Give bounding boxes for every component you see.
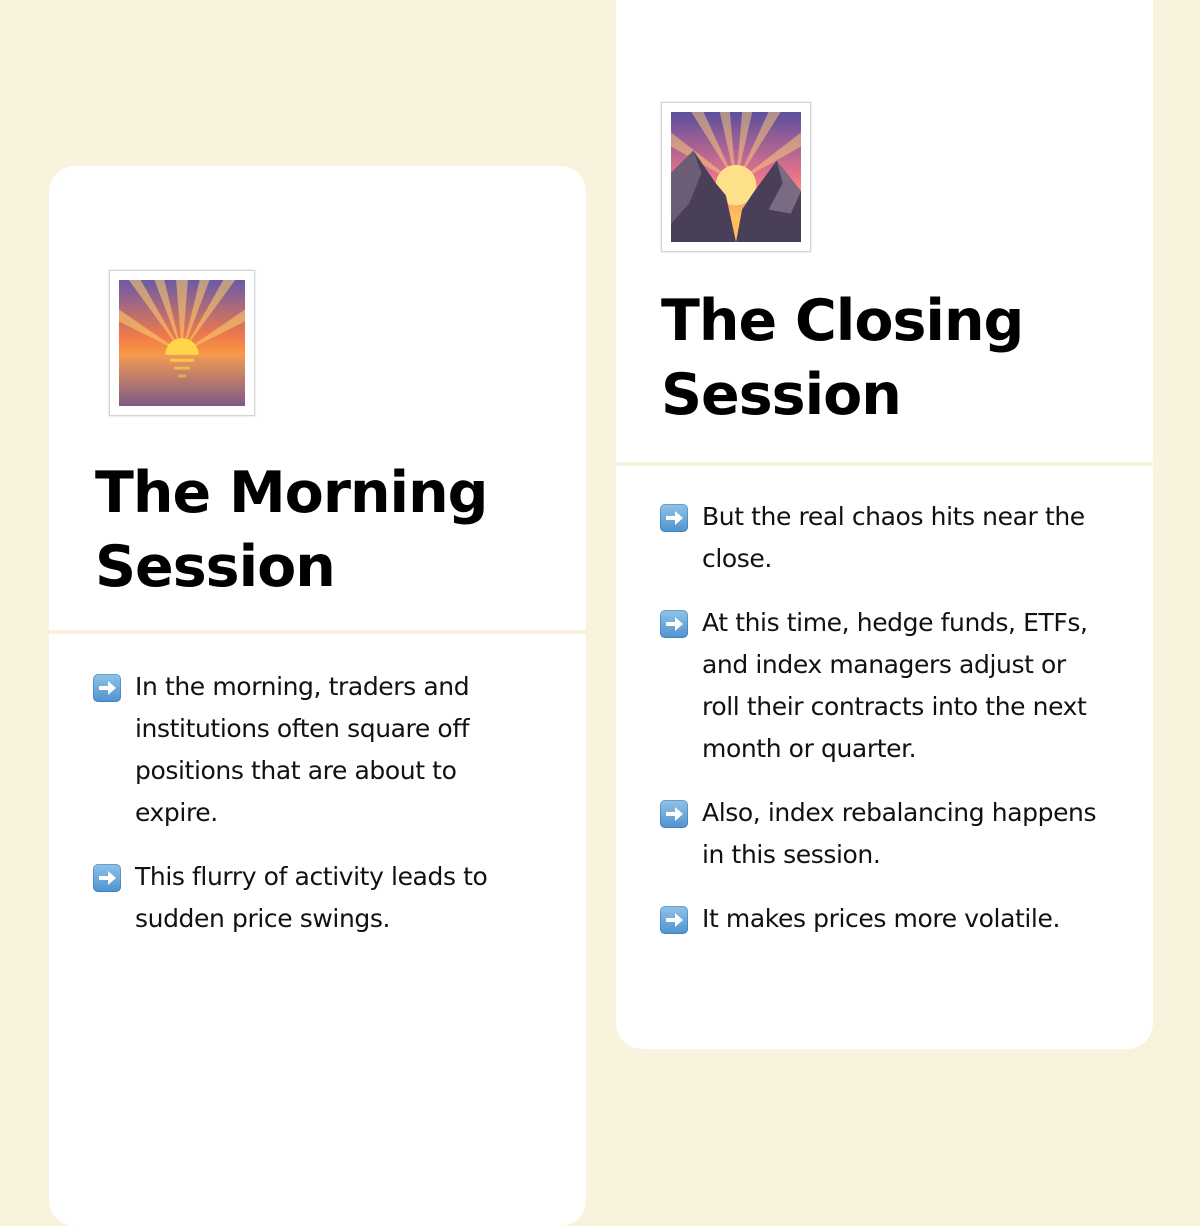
bullet-text: But the real chaos hits near the close. — [702, 502, 1085, 573]
list-item — [660, 792, 1100, 876]
morning-session-card — [49, 166, 586, 1226]
list-item — [93, 666, 533, 834]
closing-bullet-list — [660, 496, 1100, 962]
bullet-text: This flurry of activity leads to sudden price swings. — [135, 862, 488, 933]
bullet-text: At this time, hedge funds, ETFs, and index managers adjust or roll their contracts into the next month or quarter. — [702, 608, 1088, 763]
right-arrow-icon — [660, 610, 688, 638]
list-item — [660, 898, 1100, 940]
morning-session-title: The Morning Session — [95, 460, 488, 600]
section-divider — [616, 462, 1153, 466]
right-arrow-icon — [660, 504, 688, 532]
right-arrow-icon — [93, 864, 121, 892]
right-arrow-icon — [660, 906, 688, 934]
list-item — [93, 856, 533, 940]
bullet-text: Also, index rebalancing happens in this session. — [702, 798, 1097, 869]
section-divider — [49, 630, 586, 634]
bullet-text: It makes prices more volatile. — [702, 904, 1061, 933]
list-item — [660, 602, 1100, 770]
right-arrow-icon — [93, 674, 121, 702]
right-arrow-icon — [660, 800, 688, 828]
closing-session-card — [616, 0, 1153, 1049]
bullet-text: In the morning, traders and institutions often square off positions that are about to expire. — [135, 672, 470, 827]
sunrise-over-sea-icon — [109, 270, 255, 416]
list-item — [660, 496, 1100, 580]
morning-bullet-list — [93, 666, 533, 962]
sunrise-over-mountains-icon — [661, 102, 811, 252]
closing-session-title: The Closing Session — [661, 288, 1024, 428]
